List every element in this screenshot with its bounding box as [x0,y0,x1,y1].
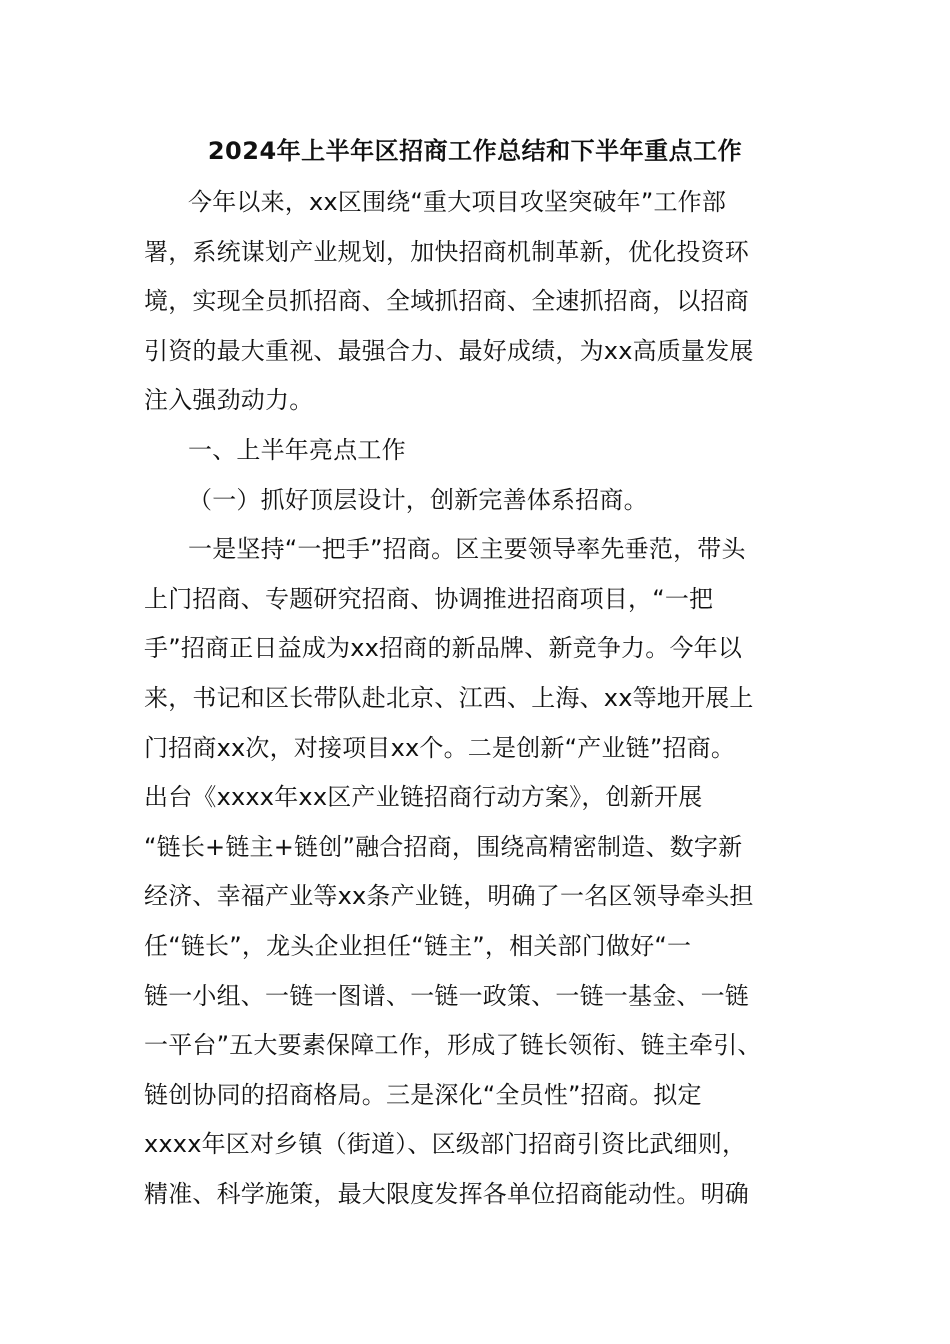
body-line: 境，实现全员抓招商、全域抓招商、全速抓招商，以招商 [144,287,749,316]
document-body [144,178,804,1219]
body-line: 今年以来，xx区围绕“重大项目攻坚突破年”工作部 [188,188,727,216]
body-line: 上门招商、专题研究招商、协调推进招商项目，“一把 [144,584,714,613]
body-line: xxxx年区对乡镇（街道）、区级部门招商引资比武细则， [144,1130,747,1159]
body-line: 精准、科学施策，最大限度发挥各单位招商能动性。明确 [144,1179,749,1208]
body-line: 手”招商正日益成为xx招商的新品牌、新竞争力。今年以 [144,634,743,663]
body-line: 链一小组、一链一图谱、一链一政策、一链一基金、一链 [144,981,749,1010]
body-line: 署，系统谋划产业规划，加快招商机制革新，优化投资环 [144,237,749,266]
body-line: 引资的最大重视、最强合力、最好成绩，为xx高质量发展 [144,336,754,365]
document-title: 2024年上半年区招商工作总结和下半年重点工作 [207,137,743,165]
body-line: 一是坚持“一把手”招商。区主要领导率先垂范，带头 [188,535,746,564]
body-line: 经济、幸福产业等xx条产业链，明确了一名区领导牵头担 [144,882,754,911]
body-line: 注入强劲动力。 [144,386,314,415]
body-line: 链创协同的招商格局。三是深化“全员性”招商。拟定 [144,1080,702,1109]
body-line: “链长+链主+链创”融合招商，围绕高精密制造、数字新 [144,832,743,861]
section-heading: 一、上半年亮点工作 [188,435,406,464]
body-line: 任“链长”，龙头企业担任“链主”，相关部门做好“一 [144,931,692,960]
body-line: 来，书记和区长带队赴北京、江西、上海、xx等地开展上 [144,683,754,712]
body-line: 一平台”五大要素保障工作，形成了链长领衔、链主牵引、 [144,1031,762,1060]
body-line: 门招商xx次，对接项目xx个。二是创新“产业链”招商。 [144,733,736,762]
subsection-heading: （一）抓好顶层设计，创新完善体系招商。 [188,485,648,514]
body-line: 出台《xxxx年xx区产业链招商行动方案》，创新开展 [144,783,703,812]
